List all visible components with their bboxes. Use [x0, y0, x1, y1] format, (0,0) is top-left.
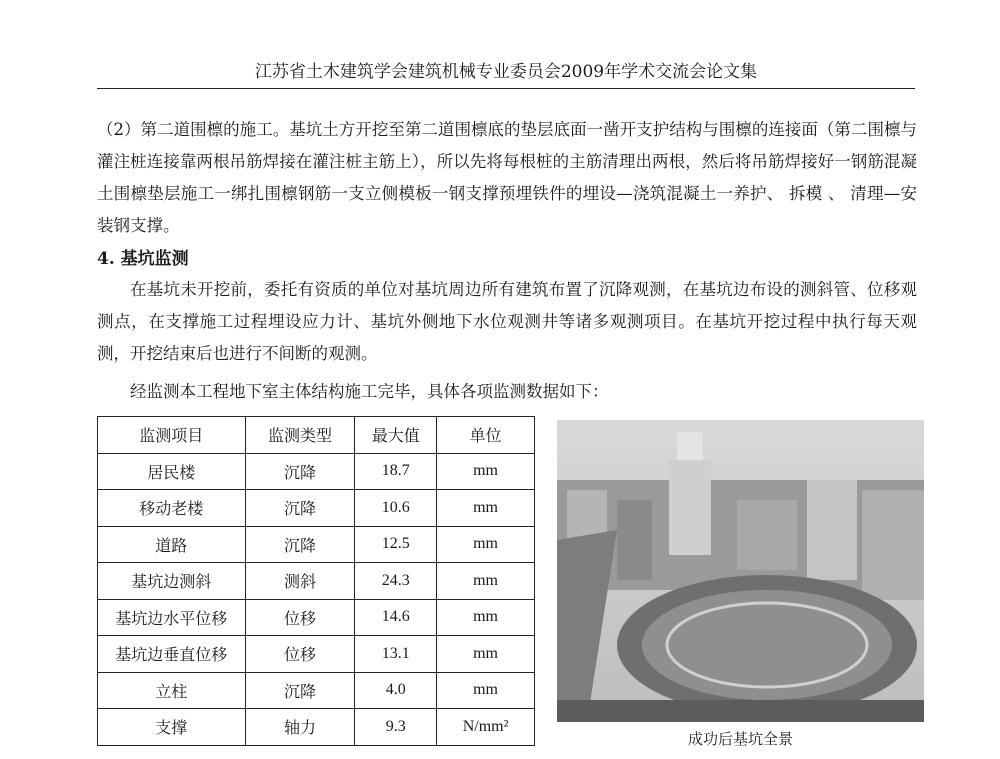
unit-cell: mm — [437, 672, 535, 709]
page-header: 江苏省土木建筑学会建筑机械专业委员会2009年学术交流会论文集 — [97, 58, 915, 89]
max-value-cell: 13.1 — [355, 636, 437, 673]
table-row — [98, 563, 535, 600]
item-cell: 基坑边测斜 — [98, 563, 246, 600]
photo-caption: 成功后基坑全景 — [687, 730, 793, 748]
paragraph-data-intro: 经监测本工程地下室主体结构施工完毕，具体各项监测数据如下： — [130, 382, 609, 401]
item-cell: 移动老楼 — [98, 490, 246, 527]
item-cell: 道路 — [98, 526, 246, 563]
table-row — [98, 672, 535, 709]
excavation-photo — [557, 420, 924, 722]
unit-cell: mm — [437, 599, 535, 636]
table-row — [98, 490, 535, 527]
header-cell: 最大值 — [355, 417, 437, 454]
max-value-cell: 18.7 — [355, 453, 437, 490]
table-row — [98, 453, 535, 490]
max-value-cell: 9.3 — [355, 709, 437, 746]
item-cell: 基坑边水平位移 — [98, 599, 246, 636]
type-cell: 沉降 — [245, 526, 355, 563]
paragraph-monitoring: 在基坑未开挖前，委托有资质的单位对基坑周边所有建筑布置了沉降观测，在基坑边布设的测斜管、位移观测点，在支撑施工过程埋设应力计、基坑外侧地下水位观测井等诸多观测项目。在基坑开挖过程中执行每天观测，开挖结束后也进行不间断的观测。 — [97, 280, 917, 363]
max-value-cell: 24.3 — [355, 563, 437, 600]
monitoring-table — [97, 416, 535, 746]
type-cell: 位移 — [245, 636, 355, 673]
type-cell: 测斜 — [245, 563, 355, 600]
unit-cell: mm — [437, 490, 535, 527]
header-cell: 监测类型 — [245, 417, 355, 454]
unit-cell: N/mm² — [437, 709, 535, 746]
type-cell: 位移 — [245, 599, 355, 636]
header-cell: 监测项目 — [98, 417, 246, 454]
type-cell: 沉降 — [245, 672, 355, 709]
max-value-cell: 10.6 — [355, 490, 437, 527]
type-cell: 沉降 — [245, 453, 355, 490]
table-row — [98, 636, 535, 673]
unit-cell: mm — [437, 563, 535, 600]
max-value-cell: 4.0 — [355, 672, 437, 709]
max-value-cell: 12.5 — [355, 526, 437, 563]
table-header-row — [98, 417, 535, 454]
type-cell: 轴力 — [245, 709, 355, 746]
unit-cell: mm — [437, 526, 535, 563]
item-cell: 支撑 — [98, 709, 246, 746]
section-heading: 4. 基坑监测 — [97, 249, 189, 269]
table-row — [98, 526, 535, 563]
type-cell: 沉降 — [245, 490, 355, 527]
header-cell: 单位 — [437, 417, 535, 454]
table-row — [98, 709, 535, 746]
item-cell: 居民楼 — [98, 453, 246, 490]
unit-cell: mm — [437, 453, 535, 490]
table-row — [98, 599, 535, 636]
item-cell: 立柱 — [98, 672, 246, 709]
item-cell: 基坑边垂直位移 — [98, 636, 246, 673]
max-value-cell: 14.6 — [355, 599, 437, 636]
unit-cell: mm — [437, 636, 535, 673]
paragraph-construction: （2）第二道围檩的施工。基坑土方开挖至第二道围檩底的垫层底面一凿开支护结构与围檩的连接面（第二围檩与灌注桩连接靠两根吊筋焊接在灌注桩主筋上），所以先将每根桩的主筋清理出两根，然后将吊筋焊接好一钢筋混凝土围檩垫层施工一绑扎围檩钢筋一支立侧模板一钢支撑预埋铁件的埋设—浇筑混凝土一养护、 拆模 、 清理—安装钢支撑。 — [97, 120, 917, 235]
